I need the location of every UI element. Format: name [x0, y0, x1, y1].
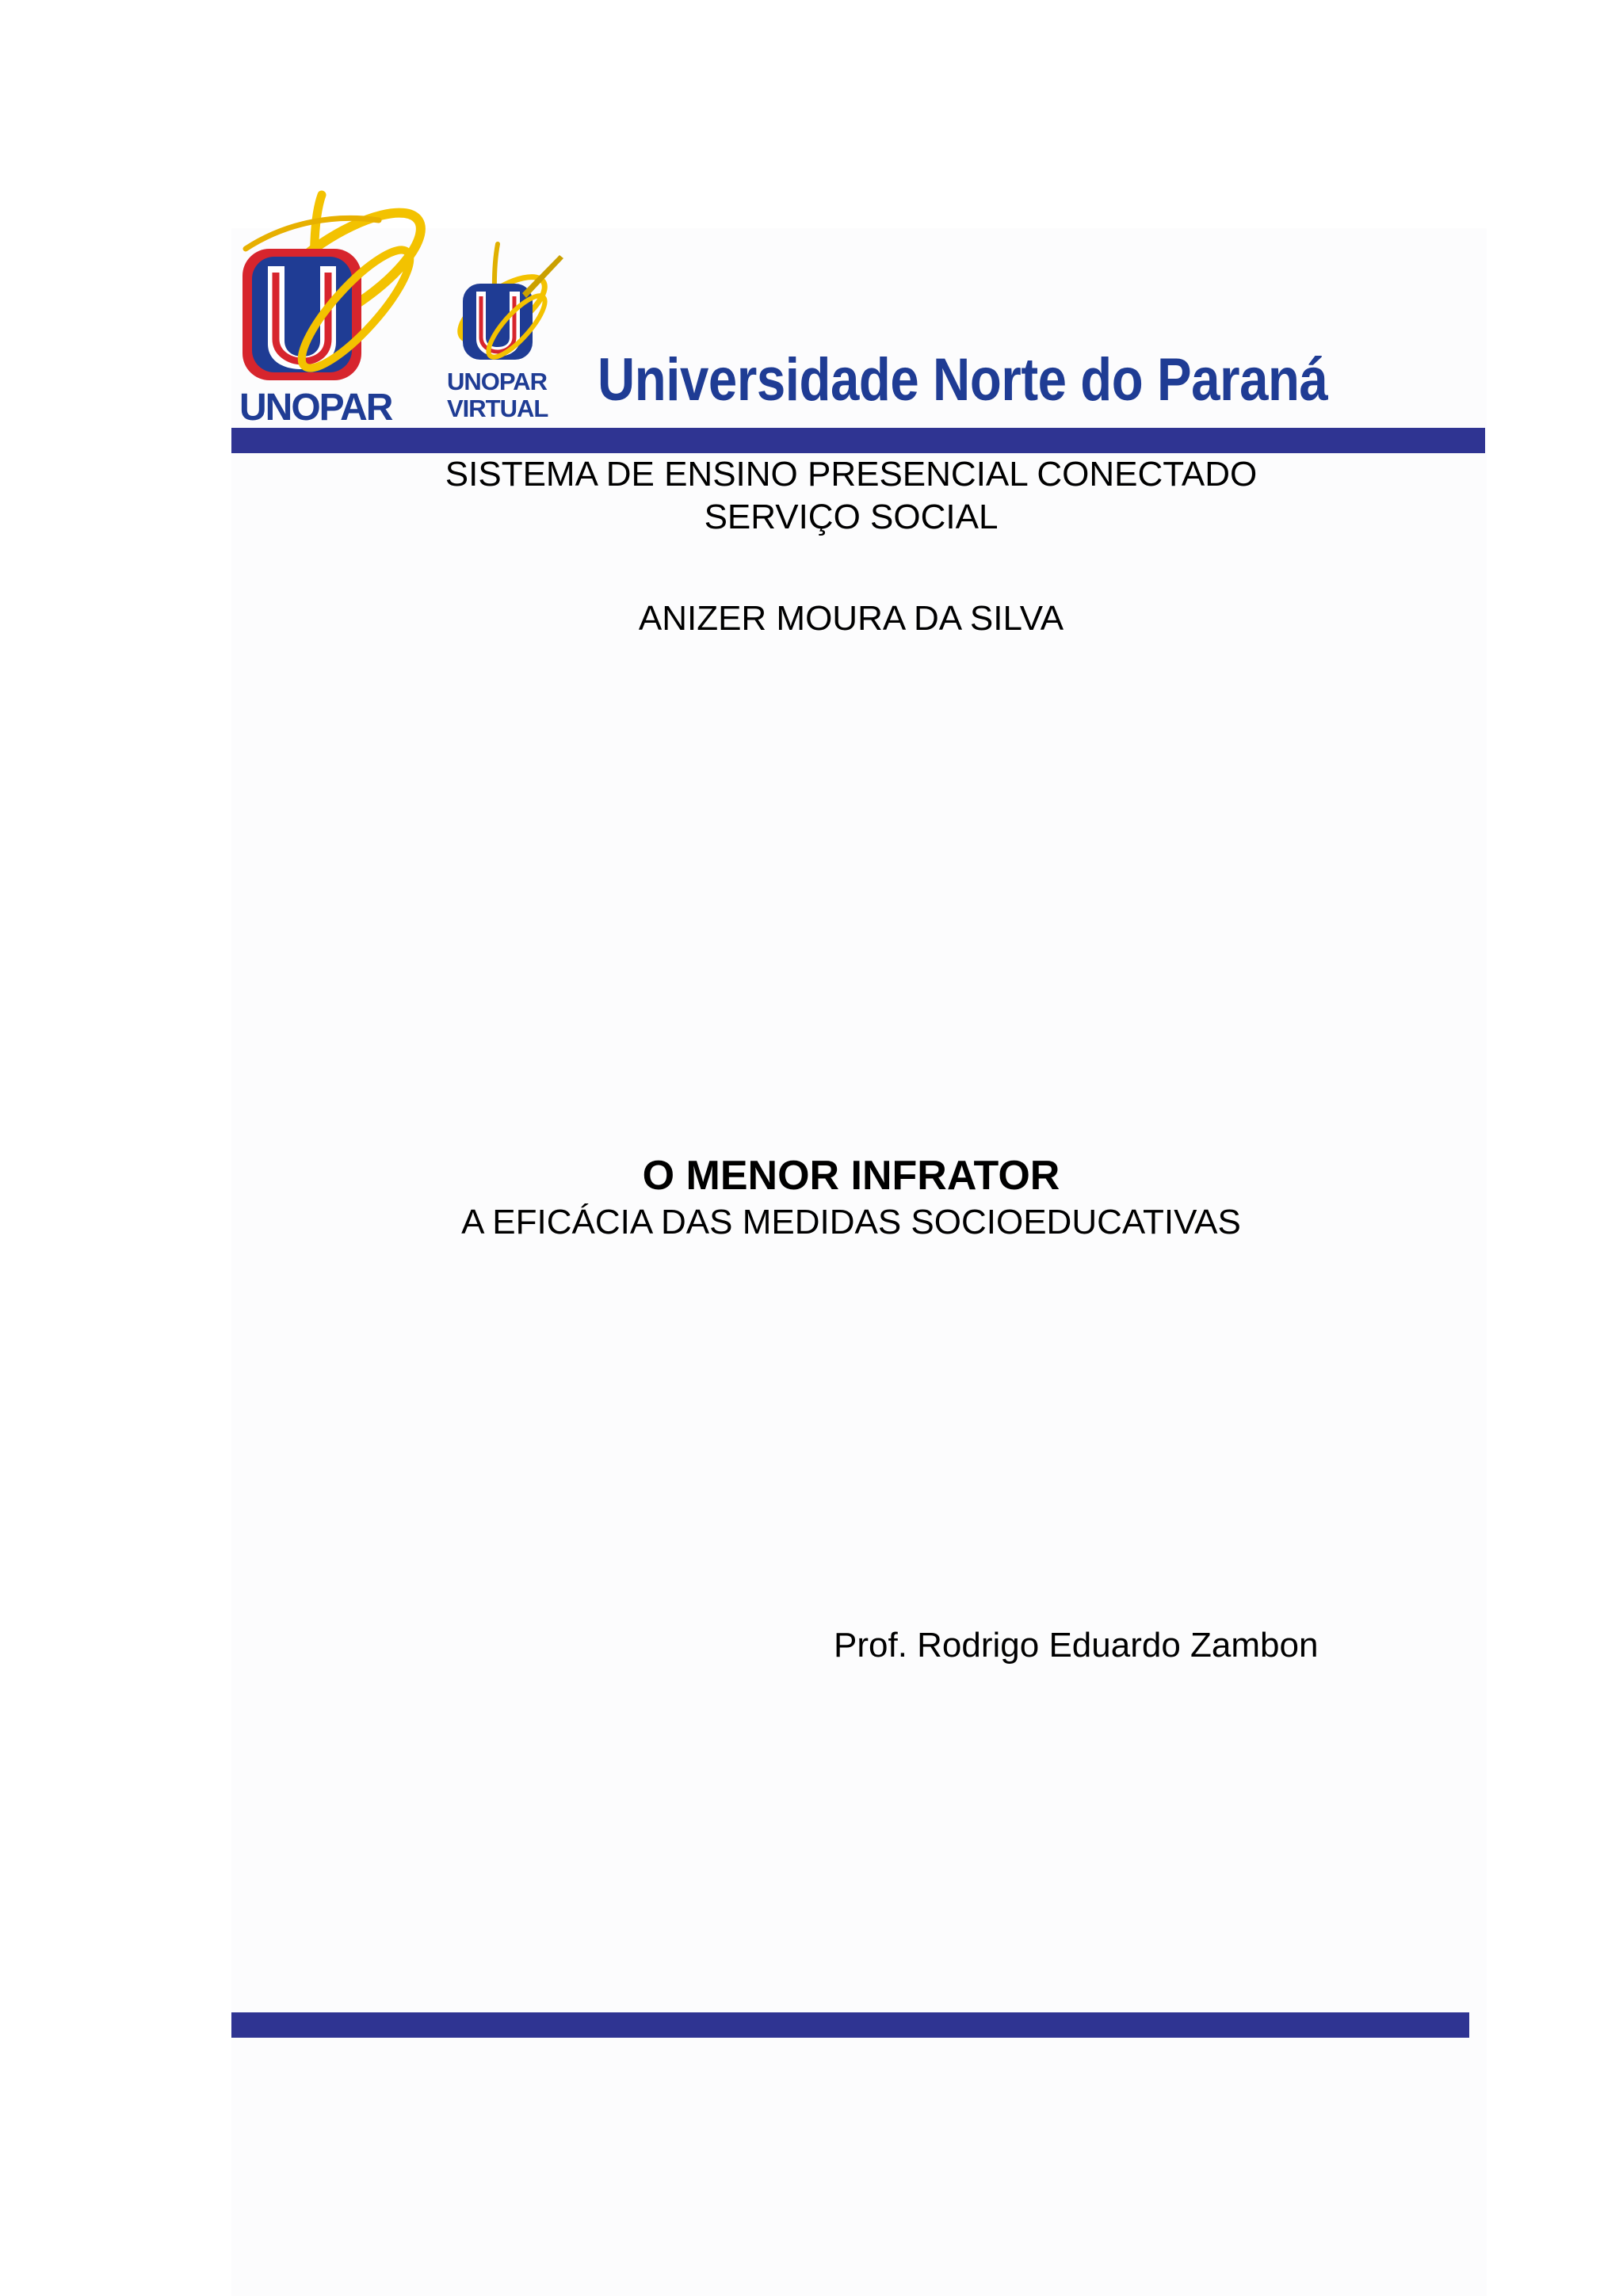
document-subtitle: A EFICÁCIA DAS MEDIDAS SOCIOEDUCATIVAS — [461, 1203, 1241, 1241]
footer-divider — [231, 2012, 1469, 2038]
university-header — [231, 187, 1487, 453]
unopar-virtual-logo — [444, 239, 571, 423]
page-panel — [231, 228, 1487, 2296]
header-divider — [231, 428, 1485, 453]
system-line: SISTEMA DE ENSINO PRESENCIAL CONECTADO — [445, 455, 1258, 494]
document-title: O MENOR INFRATOR — [642, 1153, 1060, 1199]
course-line: SERVIÇO SOCIAL — [704, 498, 999, 536]
unopar-virtual-logo-text-bottom: VIRTUAL — [447, 395, 548, 422]
unopar-logo — [236, 190, 442, 428]
university-name: Universidade Norte do Paraná — [598, 346, 1328, 414]
student-name: ANIZER MOURA DA SILVA — [638, 599, 1064, 638]
unopar-virtual-logo-text-top: UNOPAR — [447, 368, 548, 395]
unopar-logo-text: UNOPAR — [239, 387, 392, 428]
professor-name: Prof. Rodrigo Eduardo Zambon — [834, 1626, 1319, 1665]
